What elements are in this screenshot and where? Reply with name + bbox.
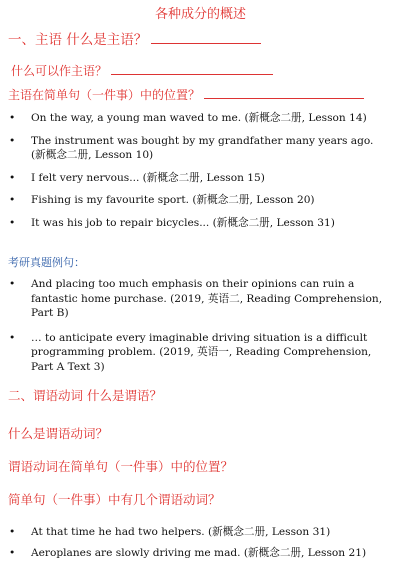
example-sentence: Fishing is my favourite sport. (新概念二册, Lesson 20) <box>31 194 315 206</box>
list-item <box>0 111 401 126</box>
section2-example-list <box>0 525 401 560</box>
bullet-dot: • <box>9 526 16 538</box>
example-sentence: I felt very nervous... (新概念二册, Lesson 15) <box>31 171 265 184</box>
list-item <box>0 216 401 231</box>
list-item <box>0 193 401 208</box>
section2-question3: 简单句（一件事）中有几个谓语动词？ <box>8 492 221 507</box>
bullet-dot: • <box>9 546 16 559</box>
bullet-dot: • <box>9 278 16 290</box>
example-sentence: And placing too much emphasis on their opinions can ruin a fantastic home purchase. (2019, 英语二, Reading Comprehension, Part B) <box>31 278 383 319</box>
bullet-dot: • <box>9 134 16 147</box>
section1-question2: 主语在简单句（一件事）中的位置？ <box>8 88 201 102</box>
list-item <box>0 134 401 163</box>
exam-example-list <box>0 277 401 374</box>
example-sentence: … to anticipate every imaginable driving situation is a difficult programming problem. (2019, 英语一, Reading Comprehension, Part A Text 3) <box>31 331 372 373</box>
list-item <box>0 171 401 186</box>
bullet-dot: • <box>9 331 16 344</box>
list-item <box>0 546 401 561</box>
answer-blank <box>111 64 273 75</box>
section2-question1: 什么是谓语动词？ <box>8 426 109 441</box>
section2-heading: 二、谓语动词 什么是谓语？ <box>8 388 162 403</box>
example-sentence: On the way, a young man waved to me. (新概念二册, Lesson 14) <box>31 112 367 124</box>
bullet-dot: • <box>9 171 16 184</box>
bullet-dot: • <box>9 216 16 229</box>
section1-heading: 一、主语 什么是主语？ <box>8 32 148 48</box>
bullet-dot: • <box>9 194 16 206</box>
page-title: 各种成分的概述 <box>154 7 246 22</box>
section1-question1-row <box>11 62 273 79</box>
list-item <box>0 331 401 375</box>
section1-question1: 什么可以作主语？ <box>11 64 108 78</box>
example-sentence: At that time he had two helpers. (新概念二册, Lesson 31) <box>31 526 331 538</box>
section1-heading-row <box>8 28 261 48</box>
section1-example-list <box>0 111 401 230</box>
list-item <box>0 277 401 321</box>
example-sentence: Aeroplanes are slowly driving me mad. (新概念二册, Lesson 21) <box>31 546 367 559</box>
answer-blank <box>151 33 261 44</box>
section1-question2-row <box>8 86 364 103</box>
list-item <box>0 525 401 540</box>
example-sentence: The instrument was bought by my grandfather many years ago. (新概念二册, Lesson 10) <box>31 134 374 161</box>
exam-examples-heading: 考研真题例句： <box>8 256 85 269</box>
section2-question2: 谓语动词在简单句（一件事）中的位置？ <box>8 459 234 474</box>
example-sentence: It was his job to repair bicycles... (新概念二册, Lesson 31) <box>31 216 335 229</box>
answer-blank <box>204 88 364 99</box>
bullet-dot: • <box>9 112 16 124</box>
